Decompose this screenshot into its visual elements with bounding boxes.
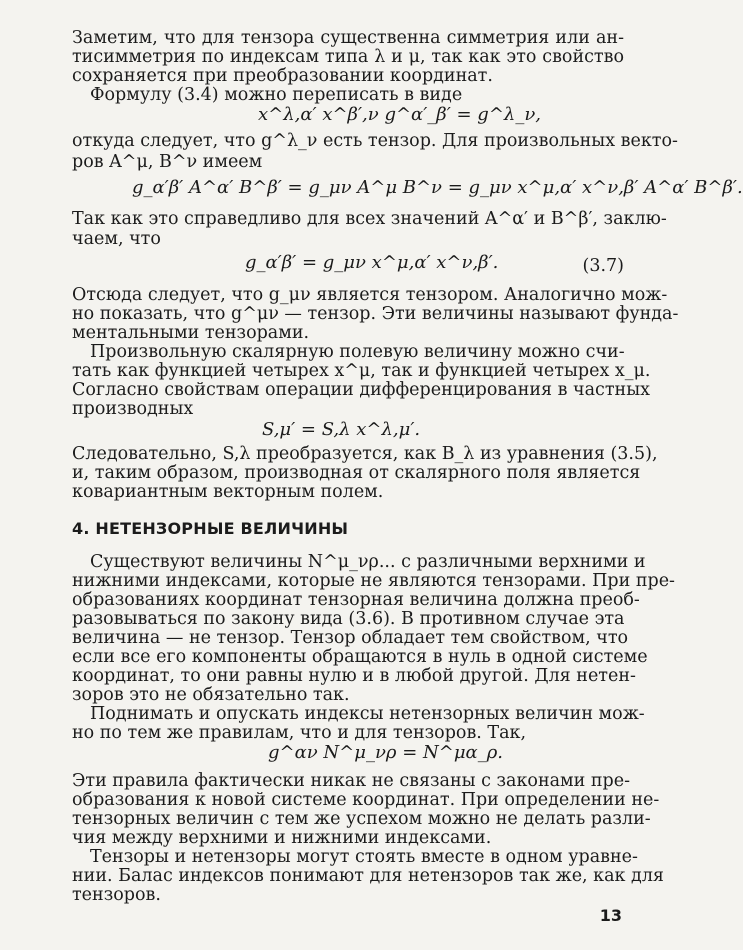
text-line: производных [72,399,194,419]
text-line: ковариантным векторным полем. [72,482,384,502]
text-line: тать как функцией четырех x^μ, так и функцией четырех x_μ. [72,361,651,381]
text-line: ров A^μ, B^ν имеем [72,152,263,172]
text-line: тензорных величин с тем же успехом можно не делать разли- [72,809,651,829]
section-heading: 4. НЕТЕНЗОРНЫЕ ВЕЛИЧИНЫ [72,519,349,538]
text-line: если все его компоненты обращаются в нуль в одной системе [72,647,648,667]
text-line: Заметим, что для тензора существенна симметрия или ан- [72,28,624,48]
text-line: Формулу (3.4) можно переписать в виде [90,85,463,105]
formula: x^λ,α′ x^β′,ν g^α′_β′ = g^λ_ν, [258,104,541,125]
text-line: координат, то они равны нулю и в любой другой. Для нетен- [72,666,636,686]
text-line: тензоров. [72,885,161,905]
text-line: но показать, что g^μν — тензор. Эти величины называют фунда- [72,304,679,324]
text-line: разовываться по закону вида (3.6). В противном случае эта [72,609,625,629]
text-line: сохраняется при преобразовании координат. [72,66,493,86]
text-line: откуда следует, что g^λ_ν есть тензор. Для произвольных векто- [72,131,678,151]
text-line: тисимметрия по индексам типа λ и μ, так как это свойство [72,47,624,67]
text-line: Произвольную скалярную полевую величину можно счи- [90,342,625,362]
page-number: 13 [599,906,622,925]
text-line: ментальными тензорами. [72,323,310,343]
formula: S,μ′ = S,λ x^λ,μ′. [262,419,421,440]
formula: g^αν N^μ_νρ = N^μα_ρ. [268,742,503,763]
text-line: зоров это не обязательно так. [72,685,350,705]
formula: g_α′β′ = g_μν x^μ,α′ x^ν,β′. [245,252,499,273]
text-line: Согласно свойствам операции дифференцирования в частных [72,380,650,400]
text-line: Так как это справедливо для всех значений A^α′ и B^β′, заклю- [72,209,667,229]
text-line: но по тем же правилам, что и для тензоров. Так, [72,723,527,743]
equation-number: (3.7) [582,256,624,276]
text-line: величина — не тензор. Тензор обладает тем свойством, что [72,628,629,648]
text-line: нижними индексами, которые не являются тензорами. При пре- [72,571,675,591]
text-line: Следовательно, S,λ преобразуется, как B_λ из уравнения (3.5), [72,444,658,464]
text-line: Тензоры и нетензоры могут стоять вместе в одном уравне- [90,847,638,867]
text-line: образования к новой системе координат. При определении не- [72,790,660,810]
text-line: образованиях координат тензорная величина должна преоб- [72,590,640,610]
formula: g_α′β′ A^α′ B^β′ = g_μν A^μ B^ν = g_μν x^μ,α′ x^ν,β′ A^α′ B^β′. [132,177,743,198]
text-line: Эти правила фактически никак не связаны с законами пре- [72,771,631,791]
text-line: чаем, что [72,229,161,249]
text-line: Отсюда следует, что g_μν является тензором. Аналогично мож- [72,285,668,305]
text-line: Существуют величины N^μ_νρ... с различными верхними и [90,552,646,572]
text-line: Поднимать и опускать индексы нетензорных величин мож- [90,704,645,724]
text-line: и, таким образом, производная от скалярного поля является [72,463,641,483]
text-line: чия между верхними и нижними индексами. [72,828,492,848]
text-line: нии. Балас индексов понимают для нетензоров так же, как для [72,866,664,886]
